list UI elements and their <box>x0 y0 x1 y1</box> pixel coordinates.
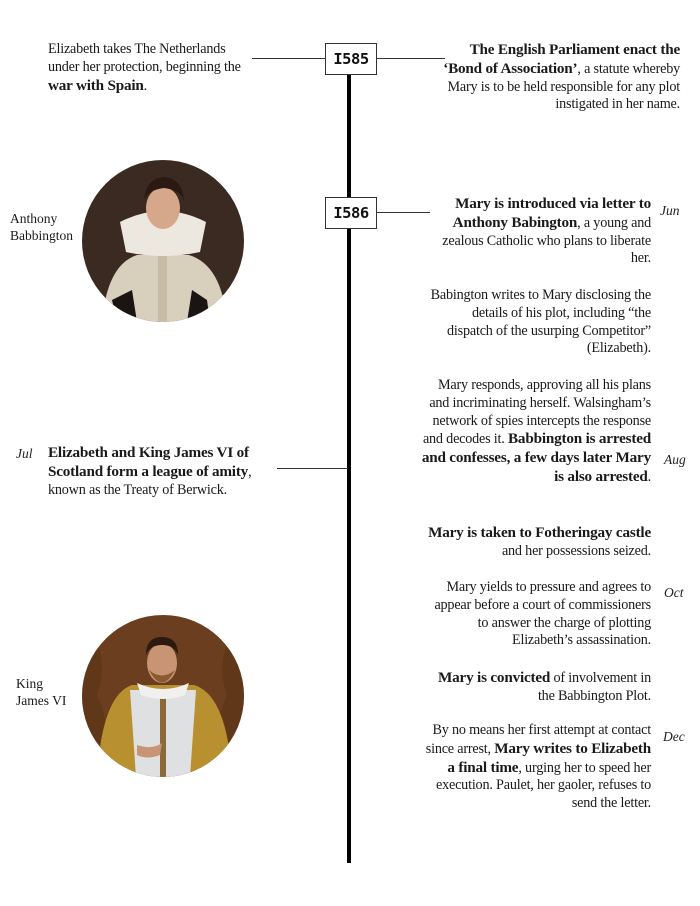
portrait-anthony-babbington <box>82 160 244 322</box>
connector-1586-right <box>377 212 430 213</box>
event-babington-writes <box>425 287 651 358</box>
event-convicted <box>425 669 651 706</box>
connector-jul-left <box>277 468 348 469</box>
portrait-caption-james-vi <box>16 675 86 709</box>
event-bold-text: Mary is convicted <box>438 669 551 686</box>
event-text: . <box>647 468 651 485</box>
event-bold-text: war with Spain <box>48 76 144 94</box>
event-text: By no means her first attempt at contact since arrest, <box>425 722 651 757</box>
month-label-jun: Jun <box>660 203 680 218</box>
event-bold-text: Mary is introduced via letter to Anthony Babington <box>452 195 651 231</box>
event-aug-arrest <box>418 377 651 487</box>
month-label-dec: Dec <box>663 729 685 744</box>
caption-line: Anthony <box>10 211 58 226</box>
caption-line: James VI <box>16 693 67 708</box>
portrait-caption-babbington <box>10 210 80 244</box>
event-text: , a young and zealous Catholic who plans to liberate her. <box>442 214 651 267</box>
event-oct-court <box>425 579 651 650</box>
portrait-image <box>82 615 244 777</box>
portrait-king-james-vi <box>82 615 244 777</box>
connector-1585-left <box>252 58 326 59</box>
event-text: , known as the Treaty of Berwick. <box>48 463 252 498</box>
event-bold-text: Babbington is arrested and confesses, a few days later Mary is also arrested <box>421 430 651 485</box>
event-bold-text: Mary writes to Elizabeth a final time <box>447 739 651 776</box>
year-marker-1586: I586 <box>325 197 377 229</box>
event-bold-text: The English Parliament enact the ‘Bond of Association’ <box>443 41 680 77</box>
event-text: , a statute whereby Mary is to be held responsible for any plot instigated in her name. <box>447 60 680 113</box>
month-label-aug: Aug <box>664 452 686 467</box>
event-1585-bond-of-association <box>440 41 680 114</box>
event-text: . <box>143 77 148 94</box>
event-text: Elizabeth takes The Netherlands under her protection, beginning the <box>48 41 241 75</box>
event-text: and her possessions seized. <box>501 542 651 559</box>
event-text: Babington writes to Mary disclosing the details of his plot, including “the dispatch of the usurping Competitor” (Elizabeth). <box>430 287 651 357</box>
event-fotheringay <box>425 524 651 561</box>
event-bold-text: Elizabeth and King James VI of Scotland form a league of amity <box>48 444 249 480</box>
event-jul-treaty-of-berwick <box>48 444 273 499</box>
year-marker-1585: I585 <box>325 43 377 75</box>
caption-line: Babbington <box>10 228 73 243</box>
event-dec-final-letter <box>425 722 651 813</box>
month-label-jul: Jul <box>16 446 33 461</box>
caption-line: King <box>16 676 43 691</box>
portrait-image <box>82 160 244 322</box>
event-bold-text: Mary is taken to Fotheringay castle <box>428 524 651 541</box>
timeline-spine <box>347 75 351 863</box>
month-label-oct: Oct <box>664 585 684 600</box>
event-text: of involvement in the Babbington Plot. <box>537 670 651 704</box>
event-1585-netherlands <box>48 41 253 95</box>
event-text: Mary responds, approving all his plans and incriminating herself. Walsingham’s network of spies intercepts the response and decodes it. <box>422 377 651 448</box>
connector-1585-right <box>377 58 445 59</box>
event-jun-introduced-babington <box>425 195 651 268</box>
event-text: , urging her to speed her execution. Paulet, her gaoler, refuses to send the letter. <box>436 759 651 812</box>
event-text: Mary yields to pressure and agrees to appear before a court of commissioners to answer the charge of plotting Elizabeth’s assassination. <box>434 579 651 649</box>
